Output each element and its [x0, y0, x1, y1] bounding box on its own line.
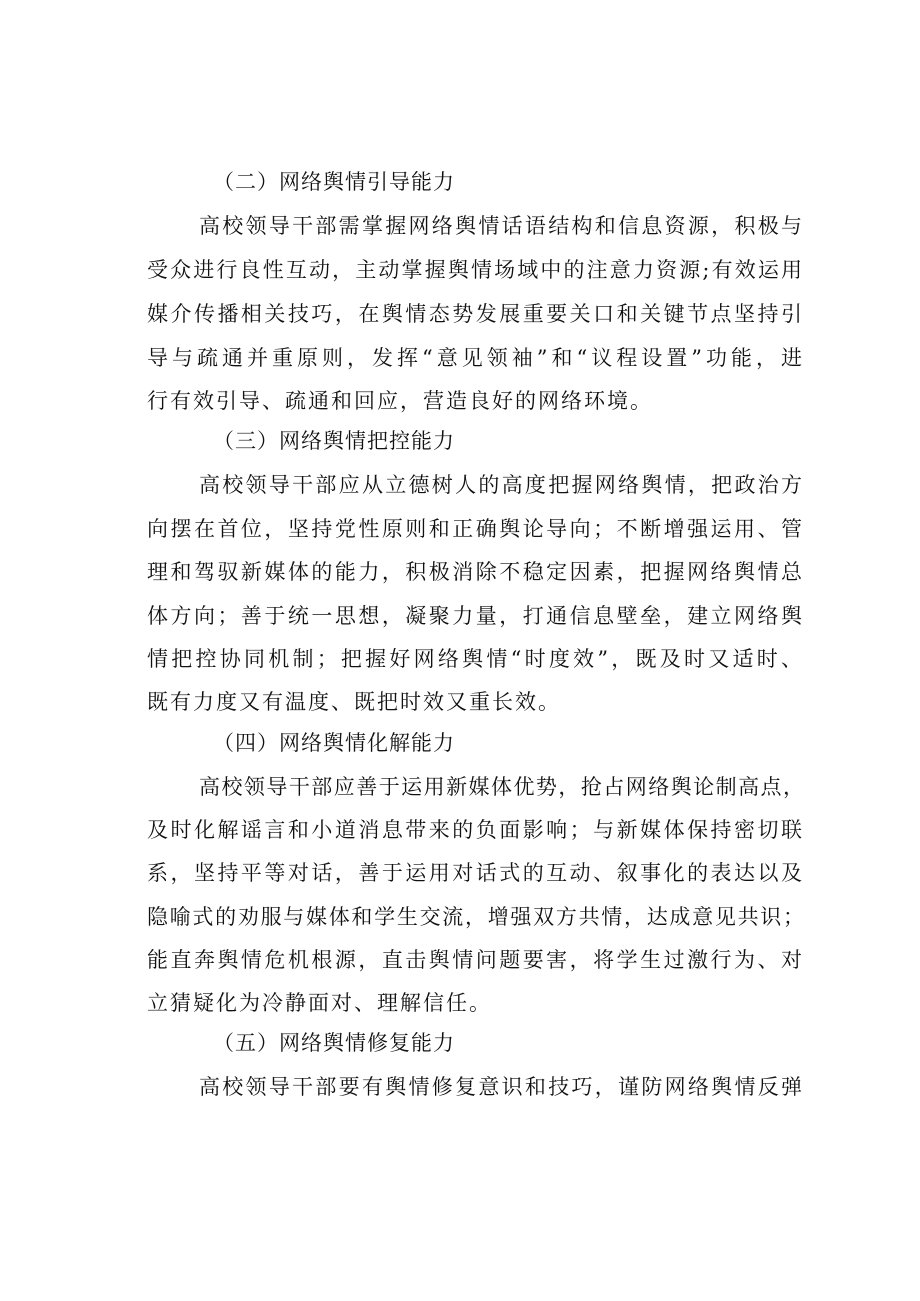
paragraph-line: 情把控协同机制；把握好网络舆情“时度效”，既及时又适时、: [147, 647, 802, 671]
paragraph-line: 受众进行良性互动，主动掌握舆情场域中的注意力资源;有效运用: [147, 258, 802, 282]
paragraph-line: 导与疏通并重原则，发挥“意见领袖”和“议程设置”功能，进: [147, 346, 802, 370]
paragraph-line: 高校领导干部要有舆情修复意识和技巧，谨防网络舆情反弹: [199, 1075, 802, 1099]
paragraph-line: 高校领导干部应从立德树人的高度把握网络舆情，把政治方: [199, 473, 802, 497]
paragraph-line: 系，坚持平等对话，善于运用对话式的互动、叙事化的表达以及: [147, 861, 802, 885]
paragraph-line: 理和驾驭新媒体的能力，积极消除不稳定因素，把握网络舆情总: [147, 560, 802, 584]
paragraph-line: 高校领导干部需掌握网络舆情话语结构和信息资源，积极与: [199, 214, 802, 238]
paragraph-line: 及时化解谣言和小道消息带来的负面影响；与新媒体保持密切联: [147, 818, 802, 842]
paragraph-line: 既有力度又有温度、既把时效又重长效。: [147, 690, 561, 714]
paragraph-line: 高校领导干部应善于运用新媒体优势，抢占网络舆论制高点，: [199, 775, 804, 799]
paragraph-line: 隐喻式的劝服与媒体和学生交流，增强双方共情，达成意见共识；: [147, 905, 804, 929]
paragraph-line: 向摆在首位，坚持党性原则和正确舆论导向；不断增强运用、管: [147, 517, 802, 541]
paragraph-line: 能直奔舆情危机根源，直击舆情问题要害，将学生过激行为、对: [147, 948, 802, 972]
paragraph-line: 体方向；善于统一思想，凝聚力量，打通信息壁垒，建立网络舆: [147, 604, 802, 628]
section-heading: （三）网络舆情把控能力: [213, 429, 455, 453]
section-heading: （二）网络舆情引导能力: [213, 170, 455, 194]
paragraph-line: 行有效引导、疏通和回应，营造良好的网络环境。: [147, 389, 653, 413]
paragraph-line: 立猜疑化为冷静面对、理解信任。: [147, 991, 492, 1015]
section-heading: （四）网络舆情化解能力: [213, 731, 455, 755]
paragraph-line: 媒介传播相关技巧，在舆情态势发展重要关口和关键节点坚持引: [147, 302, 802, 326]
section-heading: （五）网络舆情修复能力: [213, 1031, 455, 1055]
